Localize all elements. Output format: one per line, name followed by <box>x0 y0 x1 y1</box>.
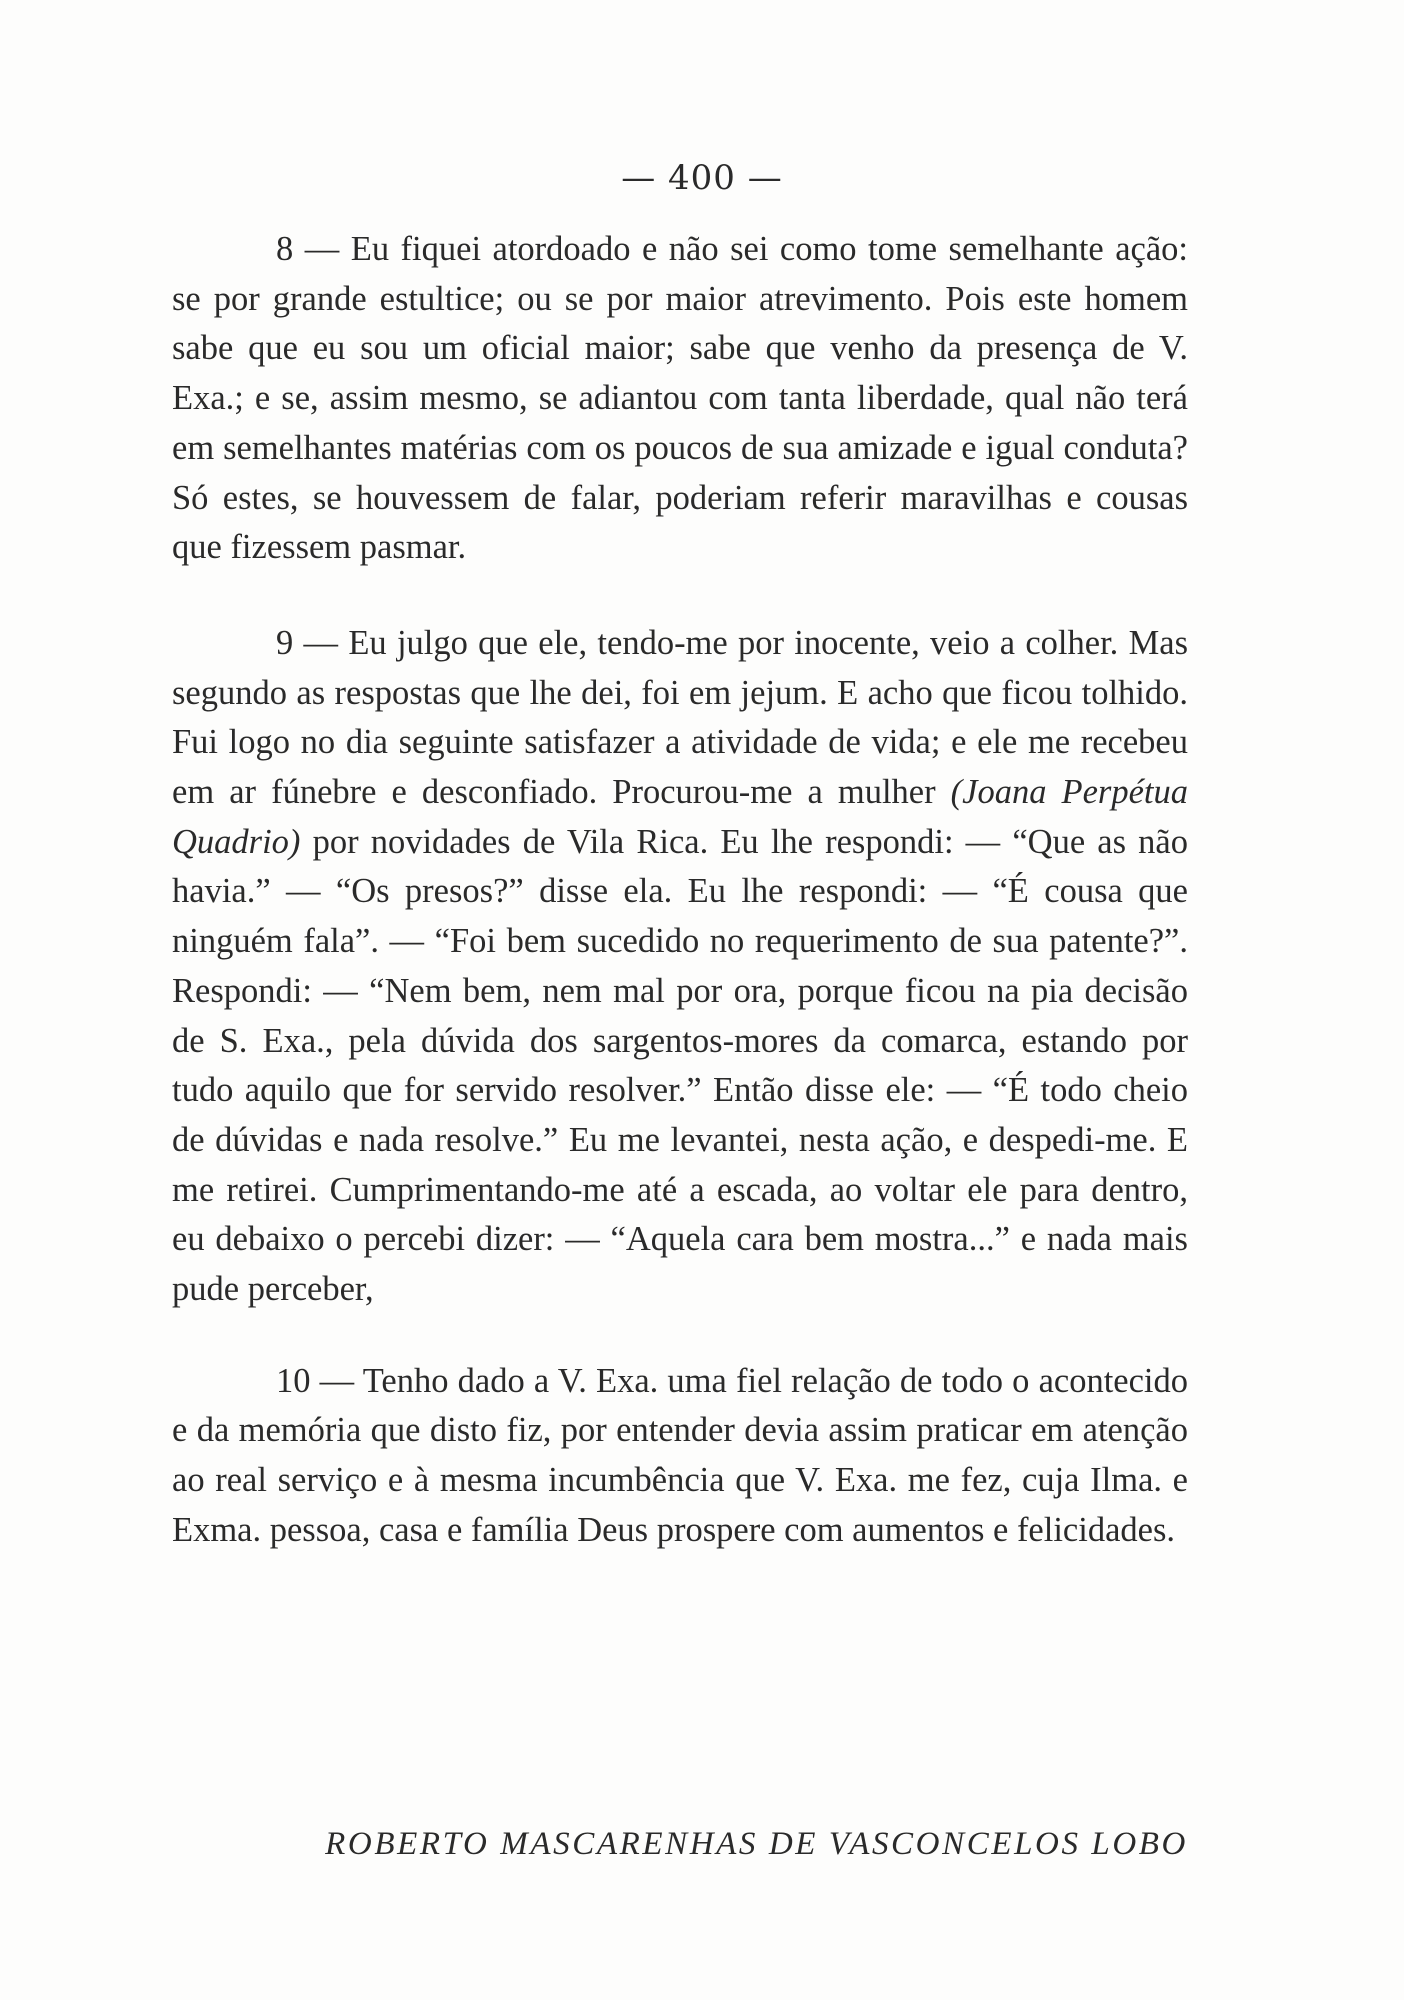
paragraph-8: 8 — Eu fiquei atordoado e não sei como tome semelhante ação: se por grande estultice; ou se por maior atrevimento. Pois este homem sabe que eu sou um oficial maior; sabe que venho da presença de V. Exa.; e se, assim mesmo, se adiantou com tanta liberdade, qual não terá em semelhantes matérias com os poucos de sua amizade e igual conduta? Só estes, se houvessem de falar, poderiam referir maravilhas e cousas que fizessem pasmar. <box>172 230 1188 567</box>
page-number: — 400 — <box>621 158 783 198</box>
body-text <box>172 225 1188 1556</box>
paragraph-10: 10 — Tenho dado a V. Exa. uma fiel relação de todo o acontecido e da memória que disto fiz, por entender devia assim praticar em atenção ao real serviço e à mesma incumbência que V. Exa. me fez, cuja Ilma. e Exma. pessoa, casa e família Deus prospere com aumentos e felicidades. <box>172 1361 1188 1549</box>
paragraph-9-italic-name: (Joana Perpétua Quadrio) <box>172 773 1189 861</box>
paragraph-9-text-start: 9 — Eu julgo que ele, tendo-me por inocente, veio a colher. Mas segundo as respostas que lhe dei, foi em jejum. E acho que ficou tolhido. Fui logo no dia seguinte satisfazer a atividade de vida; e ele me recebeu em ar fúnebre e desconfiado. Procurou-me a mulher <box>172 623 1188 812</box>
paragraph-9-text-end: por novidades de Vila Rica. Eu lhe respondi: — “Que as não havia.” — “Os presos?” disse ela. Eu lhe respondi: — “É cousa que ninguém fala”. — “Foi bem sucedido no requerimento de sua patente?”. Respondi: — “Nem bem, nem mal por ora, porque ficou na pia decisão de S. Exa., pela dúvida dos sargentos-mores da comarca, estando por tudo aquilo que for servido resolver.” Então disse ele: — “É todo cheio de dúvidas e nada resolve.” Eu me levantei, nesta ação, e despedi-me. E me retirei. Cumprimentando-me até a escada, ao voltar ele para dentro, eu debaixo o percebi dizer: — “Aquela cara bem mostra...” e nada mais pude perceber, <box>172 822 1188 1309</box>
signature: ROBERTO MASCARENHAS DE VASCONCELOS LOBO <box>325 1826 1188 1862</box>
paragraph-9 <box>172 619 1188 1315</box>
